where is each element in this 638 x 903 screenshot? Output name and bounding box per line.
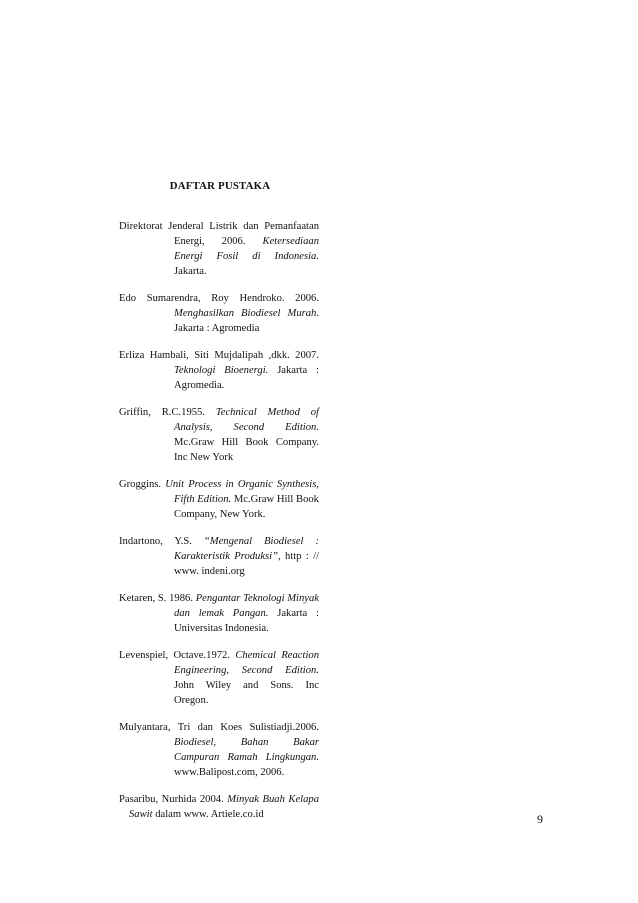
reference-author: Levenspiel, Octave.1972. [119,649,230,661]
reference-list [119,208,319,834]
reference-entry [119,591,319,636]
reference-details: www.Balipost.com, 2006. [174,766,285,778]
reference-title: Menghasilkan Biodiesel Murah [174,307,317,319]
reference-author: Direktorat Jenderal Listrik dan Pemanfaatan Energi, 2006. [119,220,319,247]
reference-title: Ketersediaan Energi Fosil di Indonesia. [174,235,319,262]
reference-author: Pasaribu, Nurhida 2004. [119,793,224,805]
reference-entry [119,291,319,336]
reference-entry [119,792,319,822]
reference-author: Indartono, Y.S. [119,535,192,547]
reference-title: “Mengenal Biodiesel : Karakteristik Produksi”, [174,535,319,562]
reference-details: http : // www. indeni.org [174,550,319,577]
reference-title: Teknologi Bioenergi. [174,364,269,376]
reference-title: Unit Process in Organic Synthesis, Fifth Edition. [165,478,319,505]
reference-author: Groggins. [119,478,162,490]
reference-title: Technical Method of Analysis, Second Edition. [174,406,319,433]
reference-details: dalam www. Artiele.co.id [155,808,264,820]
reference-author: Mulyantara, Tri dan Koes Sulistiadji.2006. [119,721,319,733]
reference-entry [119,477,319,522]
page-heading: DAFTAR PUSTAKA [169,180,271,192]
reference-author: Griffin, R.C.1955. [119,406,205,418]
reference-entry [119,720,319,780]
reference-entry [119,219,319,279]
reference-author: Ketaren, S. 1986. [119,592,193,604]
reference-title: Pengantar Teknologi Minyak dan lemak Pangan. [174,592,319,619]
reference-title: Biodiesel, Bahan Bakar Campuran Ramah Lingkungan. [174,736,319,763]
reference-author: Erliza Hambali, Siti Mujdalipah ,dkk. 2007. [119,349,319,361]
reference-entry [119,534,319,579]
reference-details: John Wiley and Sons. Inc Oregon. [174,679,319,706]
page-number: 9 [537,812,543,826]
reference-details: Jakarta : Agromedia. [174,364,319,391]
reference-details: Jakarta : Universitas Indonesia. [174,607,319,634]
reference-title: Minyak Buah Kelapa Sawit [129,793,319,820]
reference-entry [119,348,319,393]
reference-details: Mc.Graw Hill Book Company, New York. [174,493,319,520]
reference-details: Jakarta. [174,265,207,277]
reference-details: Mc.Graw Hill Book Company. Inc New York [174,436,319,463]
reference-author: Edo Sumarendra, Roy Hendroko. 2006. [119,292,319,304]
reference-entry [119,648,319,708]
reference-entry [119,405,319,465]
reference-details: . Jakarta : Agromedia [174,307,319,334]
reference-title: Chemical Reaction Engineering, Second Edition. [174,649,319,676]
